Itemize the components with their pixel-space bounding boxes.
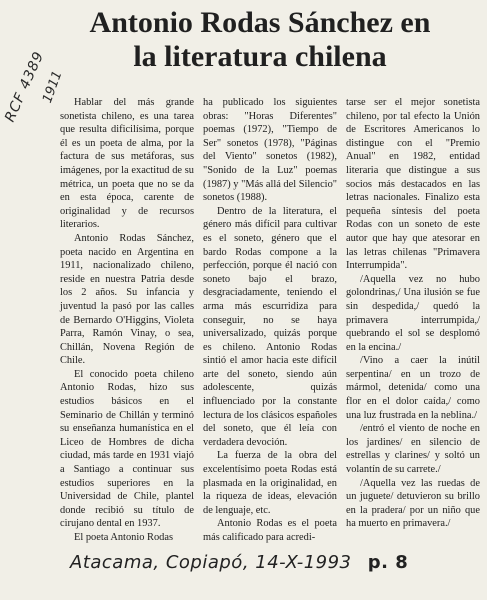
handwritten-year: 1911 (40, 68, 66, 106)
paragraph: Dentro de la literatura, el género más difícil para cultivar es el soneto, género que el bardo Rodas compone a la perfección, porque él nació con soneto bajo el brazo, desgraciadamente, teniendo el arma más escurridiza para conseguir, no se haya universalizado, quizás porque es chileno. Antonio Rodas sintió el amor hacia este difícil arte del soneto, siendo aún adolescente, quizás influenciado por la constante lectura de los clásicos españoles del soneto, que él leía con verdadera devoción. (203, 205, 337, 448)
article-body (60, 96, 478, 551)
handwritten-source-note (70, 552, 487, 573)
article-title (40, 6, 480, 74)
paragraph: La fuerza de la obra del excelentísimo poeta Rodas está plasmada en la originalidad, en la riqueza de ideas, elevación de lenguaje, etc. (203, 450, 337, 516)
title-line-1: Antonio Rodas Sánchez en (89, 6, 431, 39)
column-2 (203, 96, 337, 545)
column-3 (346, 96, 480, 531)
handwritten-catalog-code: RCF 4389 (2, 48, 48, 125)
column-1 (60, 96, 194, 545)
paragraph: tarse ser el mejor sonetista chileno, por tal efecto la Unión de Escritores Americanos lo distingue con el "Premio Anual" en 1982, entidad literaria que distingue a sus socios más destacados en las letras nacionales. Finalizo esta pequeña síntesis del poeta Rodas con un soneto de este autor que hay que atesorar en las letras chilenas "Primavera Interrumpida". (346, 97, 480, 272)
sonnet-stanza: /Aquella vez las ruedas de un juguete/ detuvieron su brillo en la pradera/ por un niño que ha muerto en primavera./ (346, 477, 480, 530)
source-text: Atacama, Copiapó, 14-X-1993 (70, 552, 352, 573)
sonnet-stanza: /Aquella vez no hubo golondrinas,/ Una ilusión se fue sin despedida,/ quedó la primavera interrumpida,/ quebrando el sol se desplomó en la encina./ (346, 273, 480, 353)
sonnet-stanza: /Vino a caer la inútil serpentina/ en un trozo de mármol, detenida/ como una flor en el dolor caída,/ como una luz frustrada en la neblina./ (346, 355, 480, 421)
sonnet-stanza: /entró el viento de noche en los jardines/ en silencio de estrellas y clarines/ y soltó un volantín de su carrete./ (346, 423, 480, 476)
paragraph: ha publicado los siguientes obras: "Horas Diferentes" poemas (1972), "Tiempo de Ser" sonetos (1978), "Páginas del Viento" sonetos (1982), "Sonido de la Luz" poemas (1987) y "Más allá del Silencio" sonetos (1988). (203, 97, 338, 204)
paragraph: El conocido poeta chileno Antonio Rodas, hizo sus estudios básicos en el Seminario de Chillán y terminó su enseñanza humanística en el Liceo de Hombres de dicha ciudad, más tarde en 1931 viajó a Santiago a continuar sus estudios superiores en la Universidad de Chile, plantel donde recibió su título de cirujano dental en 1937. (60, 368, 194, 530)
paragraph: Hablar del más grande sonetista chileno, es una tarea que resulta dificilísima, porque él es un poeta de alma, por la factura de sus metáforas, sus imágenes, por la exactitud de su métrica, un poeta que no se da en esta época, carente de originalidad y de recursos literarios. (60, 97, 194, 231)
title-line-2: la literatura chilena (133, 40, 387, 73)
page-number: p. 8 (367, 552, 409, 573)
paragraph: El poeta Antonio Rodas (74, 532, 173, 543)
paragraph: Antonio Rodas Sánchez, poeta nacido en Argentina en 1911, nacionalizado chileno, reside en nuestra Patria desde los 2 años. Su infancia y juventud la pasó por las calles de Bernardo O'Higgins, Violeta Parra, Ramón Vinay, o sea, Chillán, Novena Región de Chile. (60, 232, 194, 367)
paragraph: Antonio Rodas es el poeta más calificado para acredi- (203, 518, 337, 543)
